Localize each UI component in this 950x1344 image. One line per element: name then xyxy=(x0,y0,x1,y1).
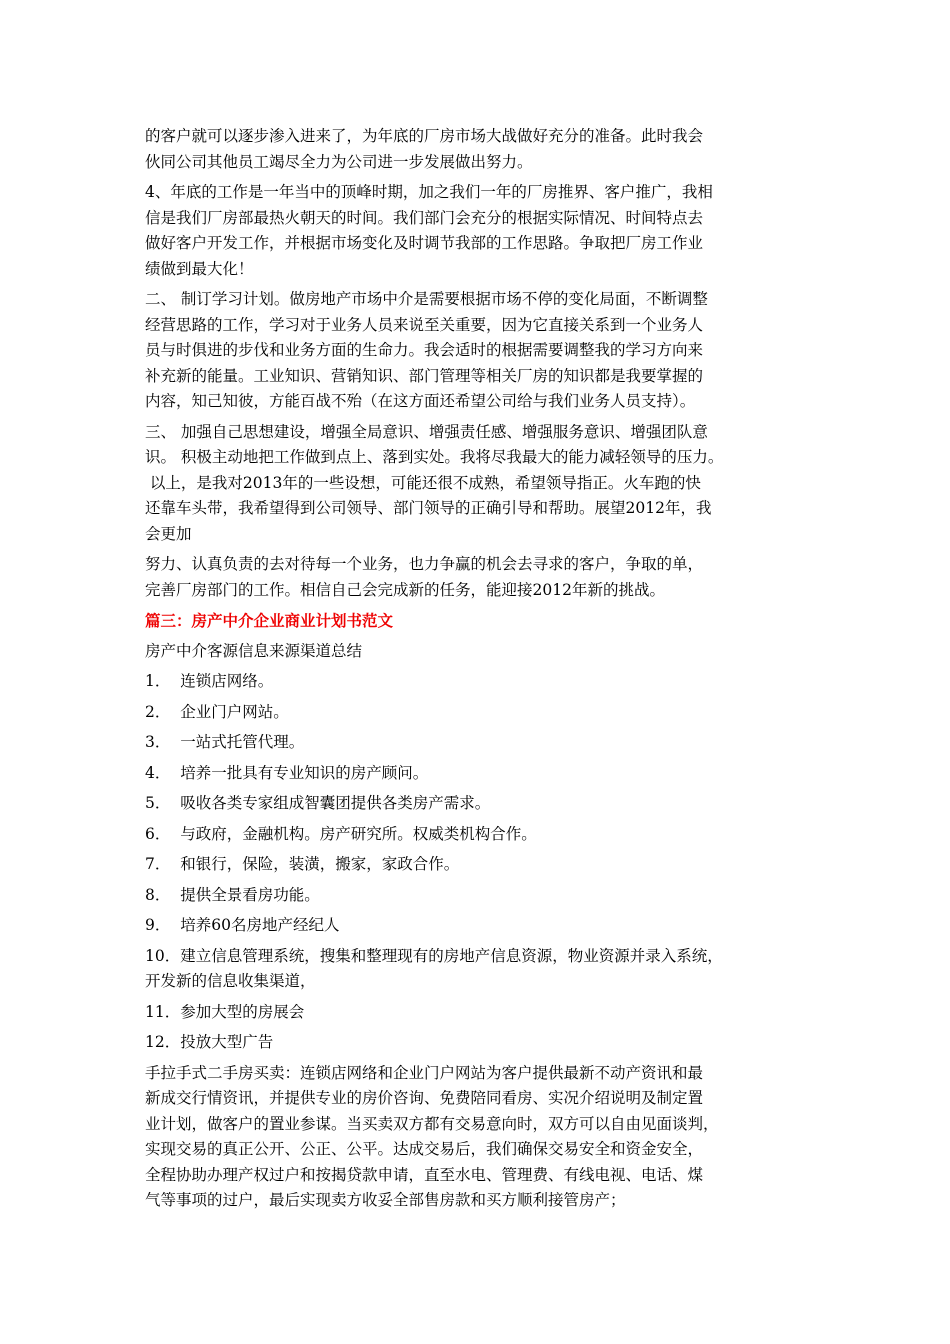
list-item: 8． 提供全景看房功能。 xyxy=(145,885,320,904)
text-line: 做好客户开发工作，并根据市场变化及时调节我部的工作思路。争取把厂房工作业 xyxy=(145,234,704,252)
text-line: 三、 加强自己思想建设，增强全局意识、增强责任感、增强服务意识、增强团队意 xyxy=(145,422,708,441)
text-line: 补充新的能量。工业知识、营销知识、部门管理等相关厂房的知识都是我要掌握的 xyxy=(145,366,704,385)
text-line: 手拉手式二手房买卖：连锁店网络和企业门户网站为客户提供最新不动产资讯和最 xyxy=(145,1063,704,1082)
text-line: 内容，知己知彼，方能百战不殆（在这方面还希望公司给与我们业务人员支持）。 xyxy=(145,392,696,410)
text-line: 4、年底的工作是一年当中的顶峰时期，加之我们一年的厂房推界、客户推广，我相 xyxy=(145,183,713,201)
list-item: 5． 吸收各类专家组成智囊团提供各类房产需求。 xyxy=(145,794,491,812)
list-item: 1． 连锁店网络。 xyxy=(145,672,274,690)
paragraph-closing xyxy=(145,552,815,603)
list-item: 3． 一站式托管代理。 xyxy=(145,733,305,751)
paragraph-year-end-work xyxy=(145,180,815,282)
text-line: 会更加 xyxy=(145,524,192,543)
text-line: 经营思路的工作，学习对于业务人员来说至关重要，因为它直接关系到一个业务人 xyxy=(145,315,704,334)
text-line: 识。 积极主动地把工作做到点上、落到实处。我将尽我最大的能力减轻领导的压力。 xyxy=(145,448,724,466)
list-item: 7． 和银行，保险，装潢，搬家，家政合作。 xyxy=(145,855,460,873)
paragraph-second-hand-trading xyxy=(145,1061,815,1214)
section-subtitle: 房产中介客源信息来源渠道总结 xyxy=(145,641,363,660)
text-line: 的客户就可以逐步渗入进来了，为年底的厂房市场大战做好充分的准备。此时我会 xyxy=(145,127,704,145)
paragraph-study-plan xyxy=(145,287,815,415)
text-line: 气等事项的过户，最后实现卖方收妥全部售房款和买方顺利接管房产； xyxy=(145,1191,626,1209)
text-line: 员与时俱进的步伐和业务方面的生命力。我会适时的根据需要调整我的学习方向来 xyxy=(145,341,704,359)
text-line: 新成交行情资讯，并提供专业的房价咨询、免费陪同看房、实况介绍说明及制定置 xyxy=(145,1089,704,1107)
text-line: 开发新的信息收集渠道， xyxy=(145,972,316,990)
text-line: 伙同公司其他员工竭尽全力为公司进一步发展做出努力。 xyxy=(145,152,533,171)
text-line: 信是我们厂房部最热火朝天的时间。我们部门会充分的根据实际情况、时间特点去 xyxy=(145,208,704,227)
list-item: 2． 企业门户网站。 xyxy=(145,702,289,721)
paragraph-intro-continuation xyxy=(145,124,815,175)
text-line: 努力、认真负责的去对待每一个业务，也力争赢的机会去寻求的客户，争取的单， xyxy=(145,555,704,573)
list-item: 6． 与政府，金融机构。房产研究所。权威类机构合作。 xyxy=(145,824,537,843)
list-item: 9． 培养60名房地产经纪人 xyxy=(145,916,340,934)
text-line: 实现交易的真正公开、公正、公平。达成交易后，我们确保交易安全和资金安全， xyxy=(145,1140,704,1158)
text-line: 10．建立信息管理系统，搜集和整理现有的房地产信息资源，物业资源并录入系统， xyxy=(145,946,723,965)
section-heading: 篇三：房产中介企业商业计划书范文 xyxy=(145,611,394,630)
text-line: 还靠车头带，我希望得到公司领导、部门领导的正确引导和帮助。展望2012年，我 xyxy=(145,499,712,517)
list-item-12: 12．投放大型广告 xyxy=(145,1033,274,1051)
text-line: 二、 制订学习计划。做房地产市场中介是需要根据市场不停的变化局面，不断调整 xyxy=(145,290,708,308)
list-item-11: 11．参加大型的房展会 xyxy=(145,1002,305,1021)
text-line: 全程协助办理产权过户和按揭贷款申请，直至水电、管理费、有线电视、电话、煤 xyxy=(145,1165,704,1184)
text-line: 绩做到最大化！ xyxy=(145,259,254,278)
list-item: 4． 培养一批具有专业知识的房产顾问。 xyxy=(145,763,429,782)
text-line: 完善厂房部门的工作。相信自己会完成新的任务，能迎接2012年新的挑战。 xyxy=(145,580,665,599)
document-page xyxy=(145,124,815,1219)
list-item-10 xyxy=(145,944,815,995)
text-line: 业计划，做客户的置业参谋。当买卖双方都有交易意向时，双方可以自由见面谈判， xyxy=(145,1114,719,1133)
text-line: 以上，是我对2013年的一些设想，可能还很不成熟，希望领导指正。火车跑的快 xyxy=(145,473,701,492)
paragraph-self-improvement xyxy=(145,420,815,548)
